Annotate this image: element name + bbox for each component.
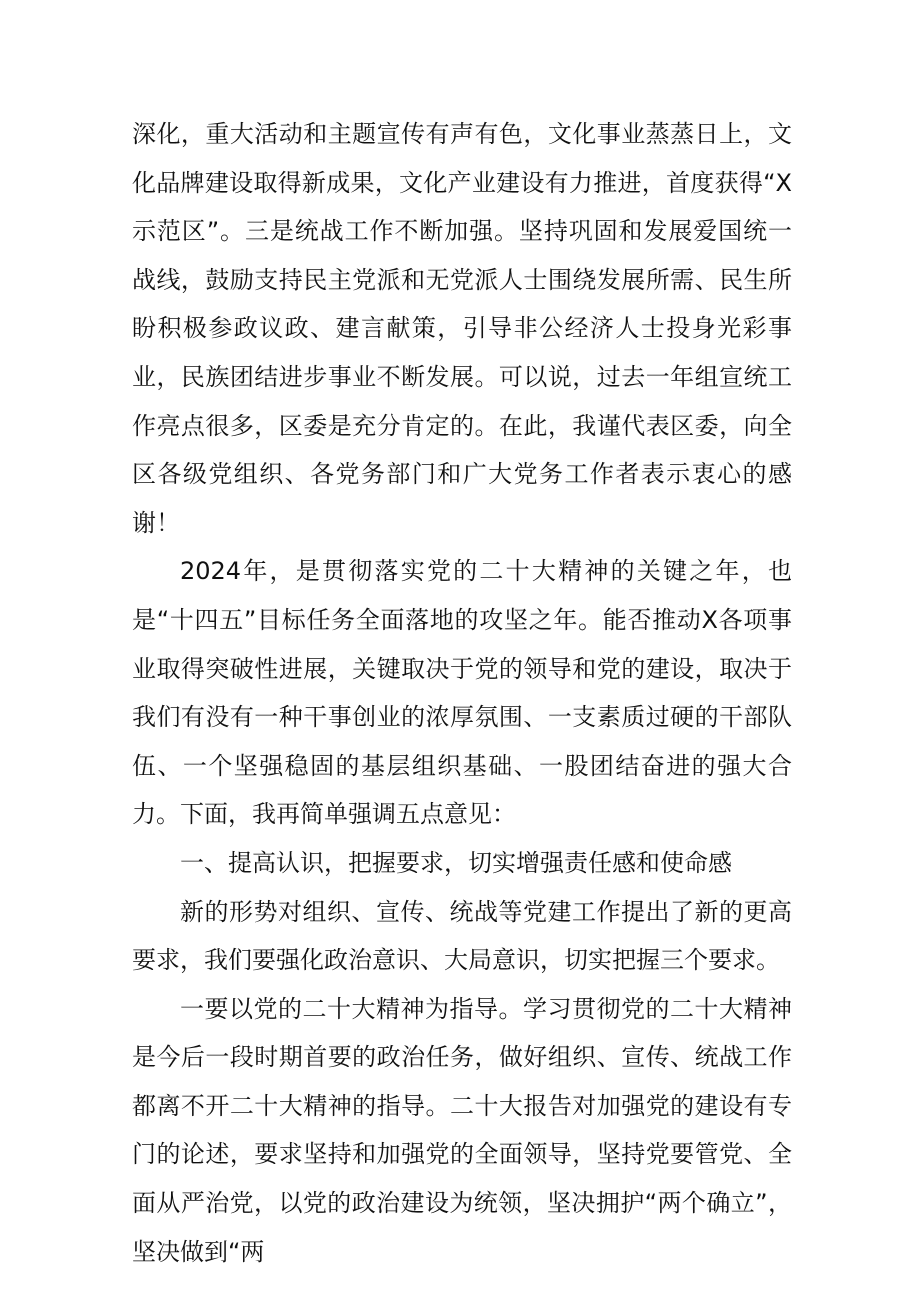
paragraph-achievements-continued: 深化，重大活动和主题宣传有声有色，文化事业蒸蒸日上，文化品牌建设取得新成果，文化产业建设有力推进，首度获得“X示范区”。三是统战工作不断加强。坚持巩固和发展爱国统一战线，鼓励支持民主党派和无党派人士围绕发展所需、民生所盼积极参政议政、建言献策，引导非公经济人士投身光彩事业，民族团结进步事业不断发展。可以说，过去一年组宣统工作亮点很多，区委是充分肯定的。在此，我谨代表区委，向全区各级党组织、各党务部门和广大党务工作者表示衷心的感谢！ (132, 120, 792, 537)
paragraph-2024-key-year: 2024年，是贯彻落实党的二十大精神的关键之年，也是“十四五”目标任务全面落地的攻坚之年。能否推动X各项事业取得突破性进展，关键取决于党的领导和党的建设，取决于我们有没有一种干事创业的浓厚氛围、一支素质过硬的干部队伍、一个坚强稳固的基层组织基础、一股团结奋进的强大合力。下面，我再简单强调五点意见： (132, 557, 792, 829)
document-body (132, 110, 792, 1276)
section-heading-1: 一、提高认识，把握要求，切实增强责任感和使命感 (180, 848, 732, 877)
paragraph-guidance-twentieth-congress: 一要以党的二十大精神为指导。学习贯彻党的二十大精神是今后一段时期首要的政治任务，做好组织、宣传、统战工作都离不开二十大精神的指导。二十大报告对加强党的建设有专门的论述，要求坚持和加强党的全面领导，坚持党要管党、全面从严治党，以党的政治建设为统领，坚决拥护“两个确立”，坚决做到“两 (132, 994, 792, 1266)
paragraph-new-situation: 新的形势对组织、宣传、统战等党建工作提出了新的更高要求，我们要强化政治意识、大局意识，切实把握三个要求。 (132, 897, 792, 975)
